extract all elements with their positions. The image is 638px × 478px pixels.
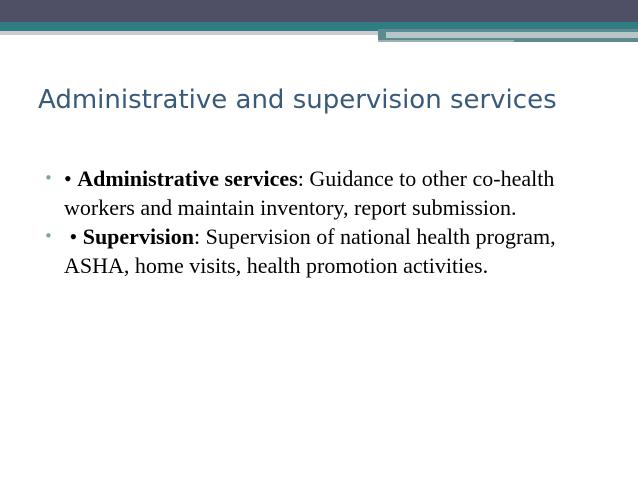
bullet-supervision <box>44 222 604 280</box>
bullet-text: : Guidance to other co-health workers and maintain inventory, report submission. <box>64 166 555 220</box>
bullet-term: Administrative services <box>77 166 298 191</box>
bullet-lead: • <box>64 166 78 191</box>
slide-title: Administrative and supervision services <box>38 85 557 115</box>
header-accent-line <box>378 40 514 42</box>
bullet-dot-icon: • <box>44 169 53 187</box>
bullet-dot-icon: • <box>44 227 53 245</box>
bullet-lead: • <box>64 224 83 249</box>
bullet-term: Supervision <box>82 224 194 249</box>
header-bar <box>0 0 638 22</box>
bullet-text: : Supervision of national health program, ASHA, home visits, health promotion activities. <box>64 224 556 278</box>
bullet-list <box>44 164 604 280</box>
bullet-administrative-services <box>44 164 604 222</box>
header-accent-inner <box>386 32 638 38</box>
